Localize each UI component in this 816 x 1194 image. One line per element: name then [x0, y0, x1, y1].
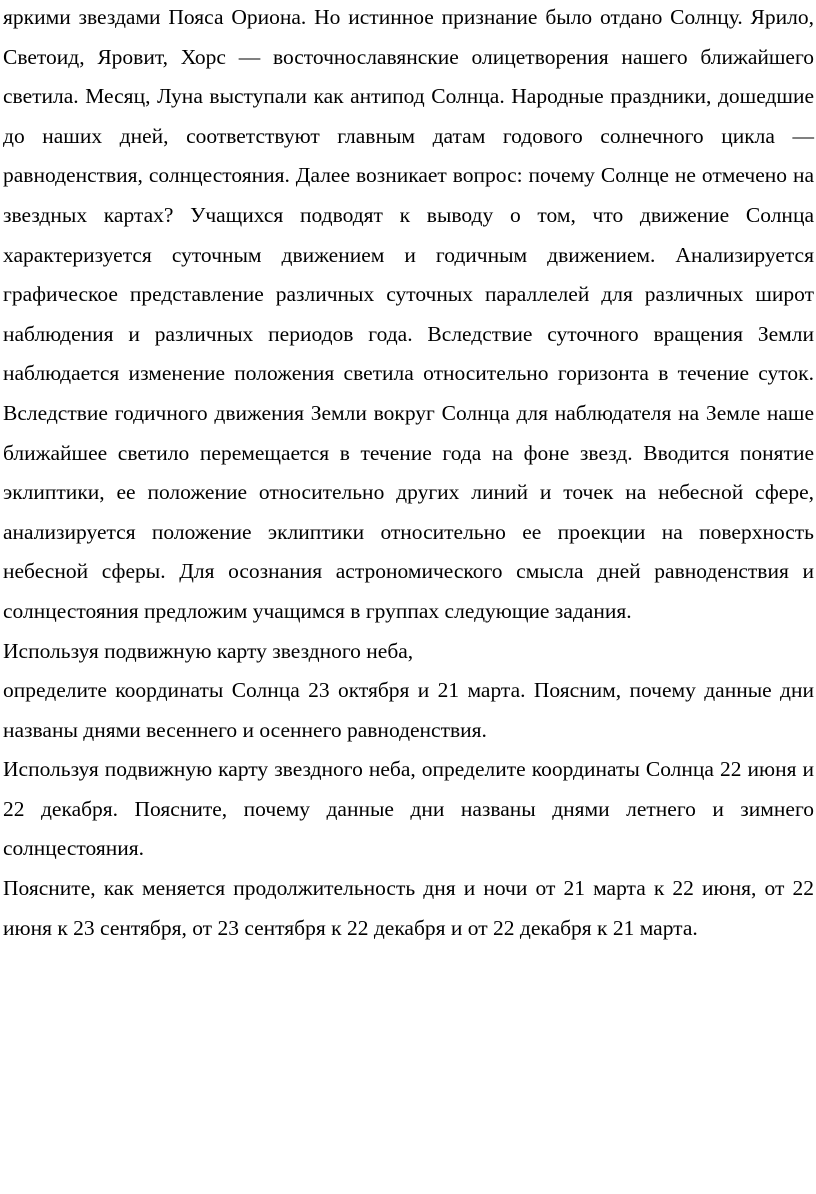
task-intro-paragraph: Используя подвижную карту звездного неба, [3, 638, 414, 663]
task-day-length-paragraph: Поясните, как меняется продолжительность дня и ночи от 21 марта к 22 июня, от 22 июня к 23 сентября, от 23 сентября к 22 декабря и от 22 декабря к 21 марта. [3, 876, 814, 940]
task-solstice-paragraph: Используя подвижную карту звездного неба, определите координаты Солнца 22 июня и 22 декабря. Поясните, почему данные дни названы днями летнего и зимнего солнцестояния. [3, 757, 814, 861]
task-equinox-paragraph: определите координаты Солнца 23 октября и 21 марта. Поясним, почему данные дни названы днями весеннего и осеннего равноденствия. [3, 678, 814, 742]
body-paragraph-orion-sun: яркими звездами Пояса Ориона. Но истинное признание было отдано Солнцу. Ярило, Светоид, Яровит, Хорс — восточнославянские олицетворения нашего ближайшего светила. Месяц, Луна выступали как антипод Солнца. Народные праздники, дошедшие до наших дней, соответствуют главным датам годового солнечного цикла — равноденствия, солнцестояния. Далее возникает вопрос: почему Солнце не отмечено на звездных картах? Учащихся подводят к выводу о том, что движение Солнца характеризуется суточным движением и годичным движением. Анализируется графическое представление различных суточных параллелей для различных широт наблюдения и различных периодов года. Вследствие суточного вращения Земли наблюдается изменение положения светила относительно горизонта в течение суток. Вследствие годичного движения Земли вокруг Солнца для наблюдателя на Земле наше ближайшее светило перемещается в течение года на фоне звезд. Вводится понятие эклиптики, ее положение относительно других линий и точек на небесной сфере, анализируется положение эклиптики относительно ее проекции на поверхность небесной сферы. Для осознания астрономического смысла дней равноденствия и солнцестояния предложим учащимся в группах следующие задания. [3, 5, 814, 623]
